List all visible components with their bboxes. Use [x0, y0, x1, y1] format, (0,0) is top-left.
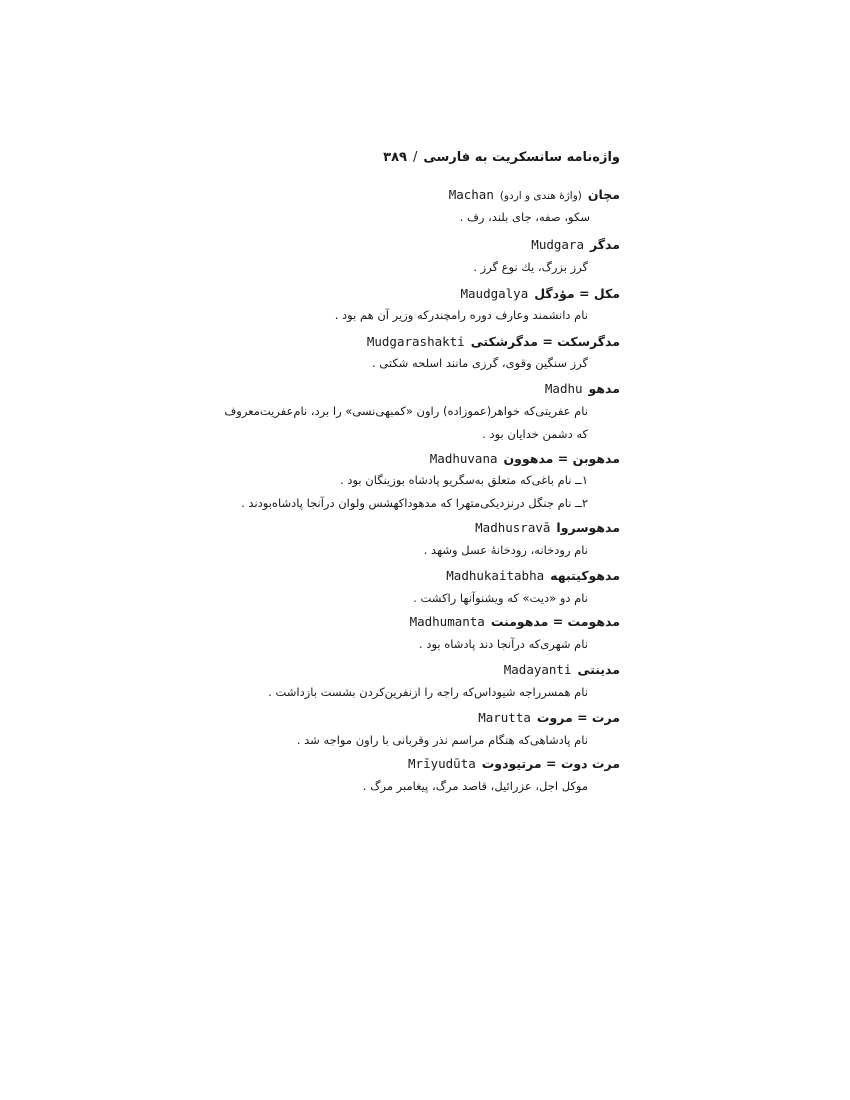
entry-definition: گرز سنگین وقوی، گرزی مانند اسلحه شکتی .: [371, 356, 588, 370]
entry-roman: Madhu: [544, 381, 583, 396]
running-head: [228, 150, 620, 165]
entry-head: [478, 710, 620, 725]
entry-head: [410, 614, 620, 629]
entry-definition: نام همسرراجه شیوداس‌که راجه را ازنفرین‌کردن بشست بازداشت .: [268, 685, 588, 699]
entry-definition: نام پادشاهی‌که هنگام مراسم نذر وقربانی با راون مواجه شد .: [296, 733, 588, 747]
entry-roman: Marutta: [478, 710, 531, 725]
entry-head: [367, 334, 620, 349]
entry-definition: نام عفریتی‌که خواهر(عموزاده) راون «کمبهی‌نسی» را برد، نام‌عفریت‌معروف: [224, 404, 588, 418]
entry-roman: Maudgalya: [460, 286, 529, 301]
entry-definition: موکل اجل، عزرائیل، قاصد مرگ، پیغامبر مرگ .: [362, 779, 588, 793]
running-head-separator: /: [412, 150, 418, 165]
entry-head: [408, 756, 620, 771]
entry-headword: مکل = مؤدگل: [534, 286, 620, 301]
entry-headword: مدهوبن = مدهوون: [503, 451, 620, 466]
entry-head: [504, 662, 620, 677]
entry-roman: Madhukaitabha: [446, 568, 545, 583]
entry-headword: مدگر: [589, 237, 620, 252]
entry-roman: Madhusravā: [475, 520, 551, 535]
entry-headword: مدهوکیتبهه: [550, 568, 620, 583]
entry-definition: ۱ــ نام باغی‌که متعلق به‌سگریو پادشاه بوزینگان بود .: [340, 473, 588, 487]
entry-headword: مرت = مروت: [536, 710, 620, 725]
entry-head: [531, 237, 620, 252]
entry-definition: گرز بزرگ، یك نوع گرز .: [473, 260, 588, 274]
running-head-title: واژه‌نامه سانسکریت به فارسی: [423, 150, 620, 165]
entry-headword: مدگرسکت = مدگرشکتی: [470, 334, 620, 349]
entry-headword: مچان: [587, 187, 620, 202]
entry-roman: Mrīyudūta: [408, 756, 476, 771]
entry-head: [446, 568, 620, 583]
entry-note: (واژهٔ هندی و اردو): [499, 190, 582, 202]
entry-definition: نام شهری‌که درآنجا دند پادشاه بود .: [419, 637, 588, 651]
page-number: ۳۸۹: [383, 150, 407, 165]
entry-headword: مرت دوت = مرتیودوت: [481, 756, 620, 771]
entry-definition: نام دانشمند وعارف دوره رامچندرکه وزیر آن هم بود .: [334, 308, 588, 322]
entry-definition: نام رودخانه، رودخانهٔ عسل وشهد .: [423, 543, 588, 557]
entry-roman: Madhuvana: [429, 451, 498, 466]
entry-headword: مدینتی: [577, 662, 620, 677]
entry-head: [545, 381, 620, 396]
entry-head: [449, 187, 620, 202]
entry-headword: مدهومت = مدهومنت: [490, 614, 620, 629]
entry-definition: سکو، صفه، جای بلند، رف .: [459, 210, 590, 224]
entry-headword: مدهو: [588, 381, 620, 396]
entry-headword: مدهوسروا: [556, 520, 620, 535]
entry-definition: نام دو «دیت» که ویشنوآنها راکشت .: [413, 591, 588, 605]
entry-roman: Madhumanta: [409, 614, 485, 629]
entry-roman: Mudgarashakti: [366, 334, 465, 349]
entry-head: [461, 286, 621, 301]
entry-roman: Mudgara: [531, 237, 584, 252]
entry-roman: Madayanti: [503, 662, 572, 677]
entry-definition: که دشمن خدایان بود .: [482, 427, 588, 441]
entry-head: [475, 520, 620, 535]
entry-head: [430, 451, 620, 466]
entry-roman: Machan: [448, 187, 494, 202]
entry-definition: ۲ــ نام جنگل درنزدیکی‌متهرا که مدهوداکهشس ولوان درآنجا پادشاه‌بودند .: [241, 496, 588, 510]
